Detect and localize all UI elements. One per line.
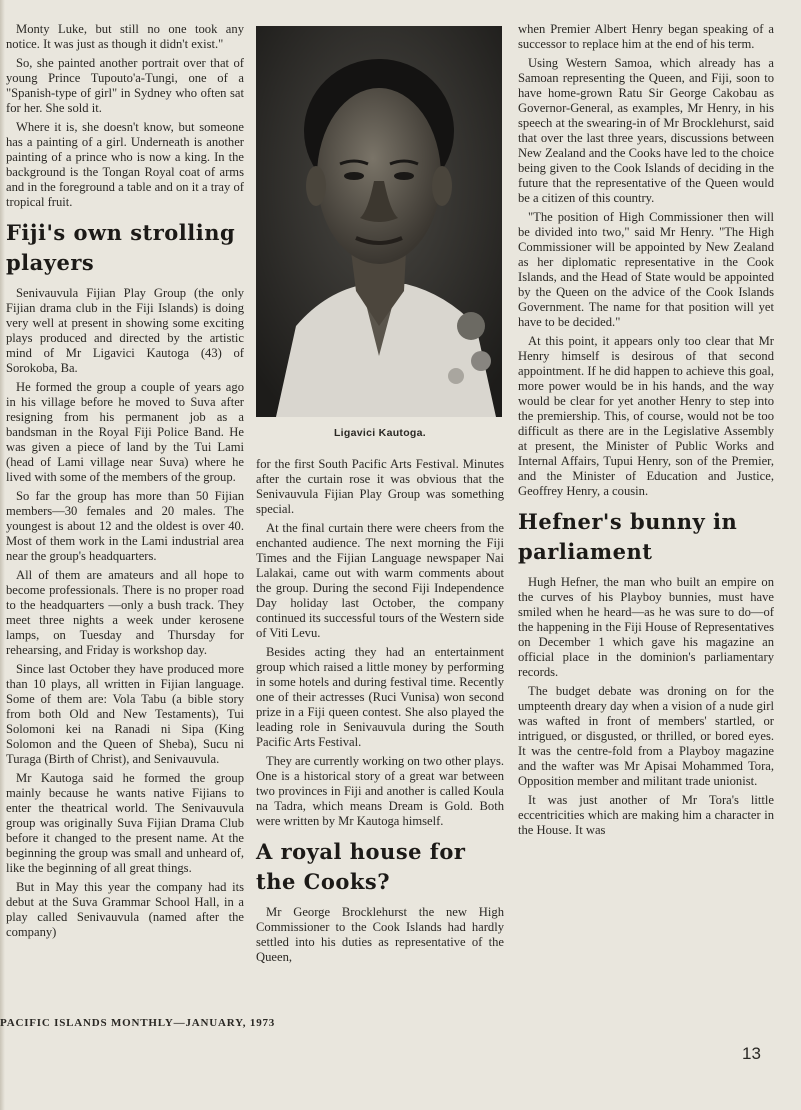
article-paragraph: So far the group has more than 50 Fijian members—30 females and 20 males. The youngest is about 12 and the oldest is over 40. Most of them work in the Lami industrial area near the group's headquarters.	[6, 489, 244, 563]
page-spine-shadow	[0, 0, 5, 1110]
article-paragraph: "The position of High Commissioner then will be divided into two," said Mr Henry. "The High Commissioner will be appointed by New Zealand as her diplomatic representative in the Cook Islands, and the Head of State would be appointed by the Queen on the advice of the Cook Islands Government. The name for that position will yet have to be decided."	[518, 210, 774, 329]
article-paragraph: when Premier Albert Henry began speaking of a successor to replace him at the end of his term.	[518, 22, 774, 51]
article-paragraph: So, she painted another portrait over that of young Prince Tupouto'a-Tungi, one of a "Spanish-type of girl" in Sydney who often sat for her. She sold it.	[6, 56, 244, 115]
article-paragraph: It was just another of Mr Tora's little eccentricities which are making him a character in the House. It was	[518, 793, 774, 837]
left-column	[6, 22, 244, 944]
article-paragraph: Besides acting they had an entertainment group which raised a little money by performing in some hotels and during festival time. Recently one of their actresses (Ruci Vunisa) won second prize in a Fiji queen contest. She also played the leading role in Senivauvula during the South Pacific Arts Festival.	[256, 645, 504, 749]
article-paragraph: At this point, it appears only too clear that Mr Henry himself is desirous of that second appointment. If he did happen to achieve this goal, more power would be in his hands, and the way would be clear for yet another Henry to step into the premiership. This, of course, would not be too difficult as there are in the Legislative Assembly at present, the Minister of Public Works and Internal Affairs, Tupui Henry, son of the Premier, and the Minister of Education and Justice, Geoffrey Henry, a cousin.	[518, 334, 774, 498]
article-paragraph: Senivauvula Fijian Play Group (the only Fijian drama club in the Fiji Islands) is doing very well at present in showing some exciting plays produced and directed by the artistic mind of Mr Ligavici Kautoga (43) of Sorokoba, Ba.	[6, 286, 244, 375]
photo-caption: Ligavici Kautoga.	[333, 427, 427, 439]
portrait-photo-illustration	[256, 26, 502, 417]
article-paragraph: Mr Kautoga said he formed the group mainly because he wants native Fijians to enter the theatrical world. The Senivauvula group was originally Suva Fijian Drama Club before it changed to the present name. At the beginning the group was small and unheard of, like the beginning of all great things.	[6, 771, 244, 875]
article-paragraph: All of them are amateurs and all hope to become professionals. There is no proper road to the headquarters —only a bush track. They meet three nights a week under kerosene lamps, on Tuesday and Thursday for rehearsing, and Friday is workshop day.	[6, 568, 244, 657]
portrait-photo	[256, 26, 502, 417]
article-paragraph: They are currently working on two other plays. One is a historical story of a great war between two provinces in Fiji and another is called Koula na Tadra, which means Dream is Gold. Both were written by Mr Kautoga himself.	[256, 754, 504, 828]
right-column	[518, 22, 774, 842]
page-number: 13	[742, 1044, 761, 1063]
article-paragraph: But in May this year the company had its debut at the Suva Grammar School Hall, in a play called Senivauvula (named after the company)	[6, 880, 244, 939]
publication-footer: PACIFIC ISLANDS MONTHLY—JANUARY, 1973	[0, 1017, 276, 1029]
article-paragraph: Monty Luke, but still no one took any notice. It was just as though it didn't exist."	[6, 22, 244, 51]
article-paragraph: The budget debate was droning on for the umpteenth dreary day when a vision of a nude girl was wafted in front of members' startled, or intrigued, or disgusted, or thrilled, or bored eyes. It was the centre-fold from a Playboy magazine and the wafter was Mr Apisai Mohammed Tora, Opposition member and militant trade unionist.	[518, 684, 774, 788]
article-paragraph: Since last October they have produced more than 10 plays, all written in Fijian language. Some of them are: Vola Tabu (a bible story from both Old and New Testaments), Tui Solomoni kei na Ranadi ni Sipa (King Solomon and the Queen of Sheba), Sucu ni Turaga (Birth of Christ), and Senivauvula.	[6, 662, 244, 766]
article-heading-royal-house: A royal house for the Cooks?	[256, 839, 466, 894]
article-paragraph: Using Western Samoa, which already has a Samoan representing the Queen, and Fiji, soon to have home-grown Ratu Sir George Cakobau as Governor-General, as examples, Mr Henry, in his speech at the swearing-in of Mr Brocklehurst, said that over the last three years, discussions between New Zealand and the Cooks have led to the choice being given to the Cook Islands of deciding in the future that the representative of the Queen would be a citizen of this country.	[518, 56, 774, 205]
article-paragraph: At the final curtain there were cheers from the enchanted audience. The next morning the Fiji Times and the Fijian Language newspaper Nai Lalakai, came out with warm comments about the group. During the second Fiji Independence Day holiday last October, the company continued its successful tours of the Western side of Viti Levu.	[256, 521, 504, 640]
article-paragraph: Mr George Brocklehurst the new High Commissioner to the Cook Islands had hardly settled into his duties as representative of the Queen,	[256, 905, 504, 964]
article-heading-hefner-bunny: Hefner's bunny in parliament	[518, 509, 738, 564]
middle-column	[256, 26, 504, 969]
article-paragraph: Hugh Hefner, the man who built an empire on the curves of his Playboy bunnies, must have smiled when he heard—as he was sure to do—of the happening in the Fiji House of Representatives on December 1 which gave his magazine an official place in the dominion's parliamentary records.	[518, 575, 774, 679]
article-heading-fiji-players: Fiji's own strolling players	[6, 220, 236, 275]
article-paragraph: for the first South Pacific Arts Festival. Minutes after the curtain rose it was obvious that the Senivauvula Fijian Play Group was something special.	[256, 457, 504, 516]
article-paragraph: He formed the group a couple of years ago in his village before he moved to Suva after resigning from his permanent job as a bandsman in the Royal Fiji Police Band. He was given a piece of land by the Tui Lami (head of Lami village near Suva) where he lived with some of the members of the group.	[6, 380, 244, 484]
article-paragraph: Where it is, she doesn't know, but someone has a painting of a girl. Underneath is another painting of a prince who is now a king. In the background is the Tongan Royal coat of arms and in the foreground a table and on it a tray of tropical fruit.	[6, 120, 244, 209]
